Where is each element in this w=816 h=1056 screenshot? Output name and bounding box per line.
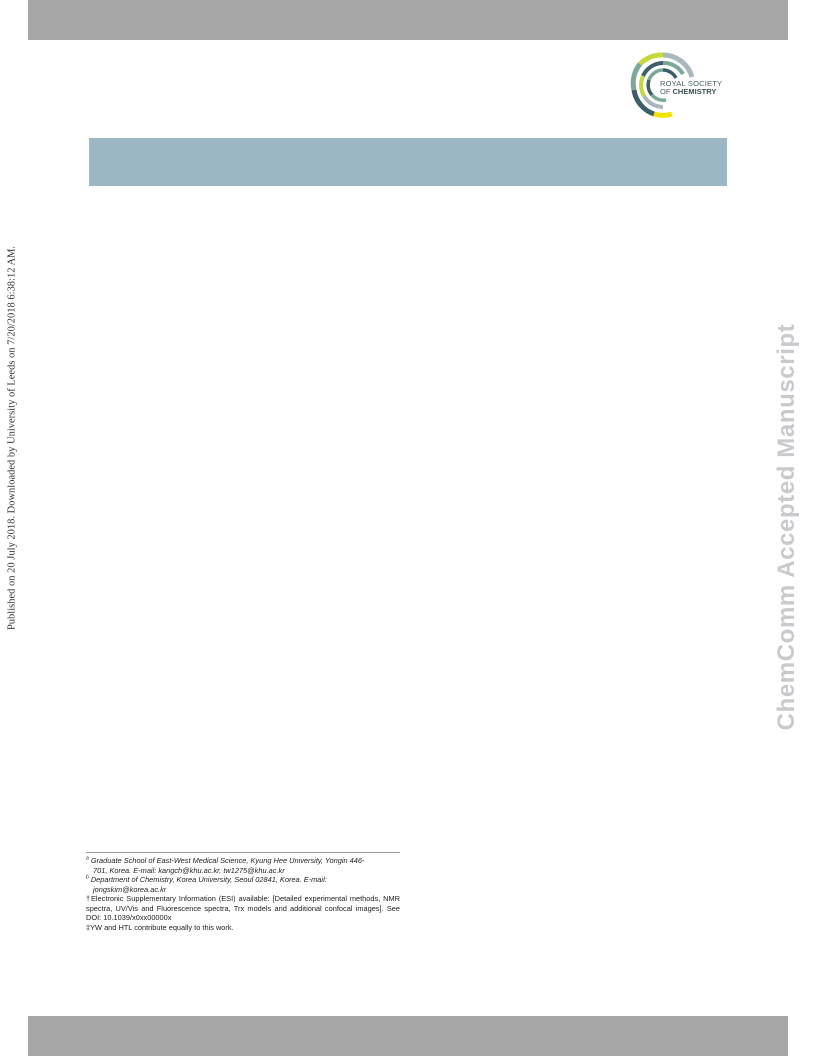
rsc-logo-line2 (660, 88, 722, 96)
rsc-logo-line2-prefix: OF (660, 87, 673, 96)
bottom-bar (28, 1016, 788, 1056)
footnote-a-line1: Graduate School of East-West Medical Science, Kyung Hee University, Yongin 446- (90, 856, 365, 865)
footnote-b-line1: Department of Chemistry, Korea University, Seoul 02841, Korea. E-mail: (90, 875, 327, 884)
footnote-affiliation-a (86, 856, 400, 866)
footnote-affiliation-a-cont: 701, Korea. E-mail: kangch@khu.ac.kr, tw1275@khu.ac.kr (93, 865, 285, 875)
footnote-esi: †Electronic Supplementary Information (ESI) available: [Detailed experimental methods, NMR spectra, UV/Vis and Fluorescence spectra, Trx models and additional confocal images]. See DOI: 10.1039/x0xx00000x (86, 894, 400, 922)
footnote-mark-b: b (86, 874, 89, 881)
publication-stamp-text: Published on 20 July 2018. Downloaded by University of Leeds on 7/20/2018 6:38:12 AM. (6, 245, 18, 631)
footnotes (86, 852, 400, 932)
footnote-mark-a: a (86, 855, 89, 862)
rsc-logo-line1: ROYAL SOCIETY (660, 79, 723, 88)
footnote-affiliation-b-cont: jongskim@korea.ac.kr (93, 884, 167, 894)
footnote-affiliation-b (86, 875, 400, 885)
rsc-logo-line2-strong: CHEMISTRY (672, 87, 717, 96)
header-band (89, 138, 727, 186)
rsc-logo-text (660, 80, 722, 96)
rsc-logo (630, 52, 740, 118)
top-bar (28, 0, 788, 40)
footnote-equal-contribution: ‡YW and HTL contribute equally to this work. (86, 922, 234, 932)
watermark-text: ChemComm Accepted Manuscript (773, 323, 800, 731)
